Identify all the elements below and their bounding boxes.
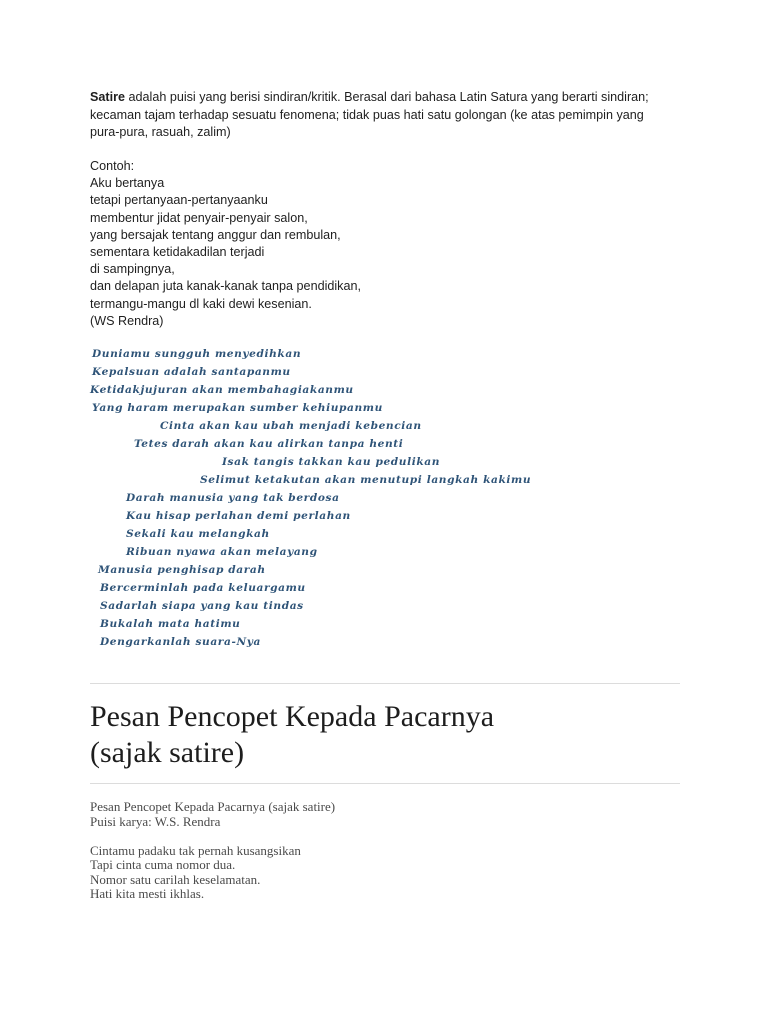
script-line: Isak tangis takkan kau pedulikan — [222, 456, 441, 468]
intro-line-3: pura-pura, rasuah, zalim) — [90, 125, 231, 139]
article-subtitle: Pesan Pencopet Kepada Pacarnya (sajak satire) — [90, 799, 336, 814]
script-line: Darah manusia yang tak berdosa — [126, 492, 340, 504]
example-line: membentur jidat penyair-penyair salon, — [90, 210, 308, 225]
script-line: Dengarkanlah suara-Nya — [100, 636, 261, 648]
example-line: di sampingnya, — [90, 262, 175, 277]
stanza-gap — [90, 829, 690, 844]
article-title — [90, 699, 690, 771]
divider-top — [90, 683, 680, 684]
script-line: Duniamu sungguh menyedihkan — [92, 348, 302, 360]
example-line: yang bersajak tentang anggur dan rembulan, — [90, 227, 341, 242]
script-line: Bukalah mata hatimu — [100, 618, 241, 630]
intro-line-2: kecaman tajam terhadap sesuatu fenomena; tidak puas hati satu golongan (ke atas pemimpin yang — [90, 107, 644, 122]
satire-term: Satire — [90, 90, 126, 104]
example-line: dan delapan juta kanak-kanak tanpa pendidikan, — [90, 279, 361, 294]
script-line: Ketidakjujuran akan membahagiakanmu — [90, 384, 354, 396]
script-line: Manusia penghisap darah — [98, 564, 266, 576]
script-line: Tetes darah akan kau alirkan tanpa henti — [134, 438, 404, 450]
intro-paragraph — [90, 89, 690, 142]
script-line: Cinta akan kau ubah menjadi kebencian — [160, 420, 422, 432]
example-line: Aku bertanya — [90, 176, 165, 191]
article-title-line-2: (sajak satire) — [90, 736, 245, 769]
example-line: tetapi pertanyaan-pertanyaanku — [90, 193, 268, 208]
script-line: Sadarlah siapa yang kau tindas — [100, 600, 304, 612]
stanza-line: Cintamu padaku tak pernah kusangsikan — [90, 842, 301, 858]
example-label: Contoh: — [90, 159, 135, 173]
example-attribution: (WS Rendra) — [90, 313, 164, 328]
article-author: Puisi karya: W.S. Rendra — [90, 813, 221, 829]
article-title-line-1: Pesan Pencopet Kepada Pacarnya — [90, 700, 495, 733]
intro-line-1 — [90, 89, 690, 107]
script-line: Kau hisap perlahan demi perlahan — [126, 510, 351, 522]
example-line: termangu-mangu dl kaki dewi kesenian. — [90, 296, 312, 311]
stanza-line: Tapi cinta cuma nomor dua. — [90, 857, 236, 872]
script-line: Kepalsuan adalah santapanmu — [92, 366, 291, 378]
script-line: Yang haram merupakan sumber kehiupanmu — [92, 402, 383, 414]
script-line: Sekali kau melangkah — [126, 528, 270, 540]
script-line: Selimut ketakutan akan menutupi langkah kakimu — [200, 474, 532, 486]
script-line: Bercerminlah pada keluargamu — [100, 582, 306, 594]
script-line: Ribuan nyawa akan melayang — [126, 546, 318, 558]
example-line: sementara ketidakadilan terjadi — [90, 245, 265, 260]
article-body — [90, 800, 690, 902]
stanza-line: Nomor satu carilah keselamatan. — [90, 871, 261, 887]
divider-bottom — [90, 783, 680, 784]
intro-line-1-text: adalah puisi yang berisi sindiran/kritik. Berasal dari bahasa Latin Satura yang berarti sindiran; — [125, 90, 649, 104]
example-poem — [90, 158, 690, 330]
stanza-line: Hati kita mesti ikhlas. — [90, 886, 205, 901]
